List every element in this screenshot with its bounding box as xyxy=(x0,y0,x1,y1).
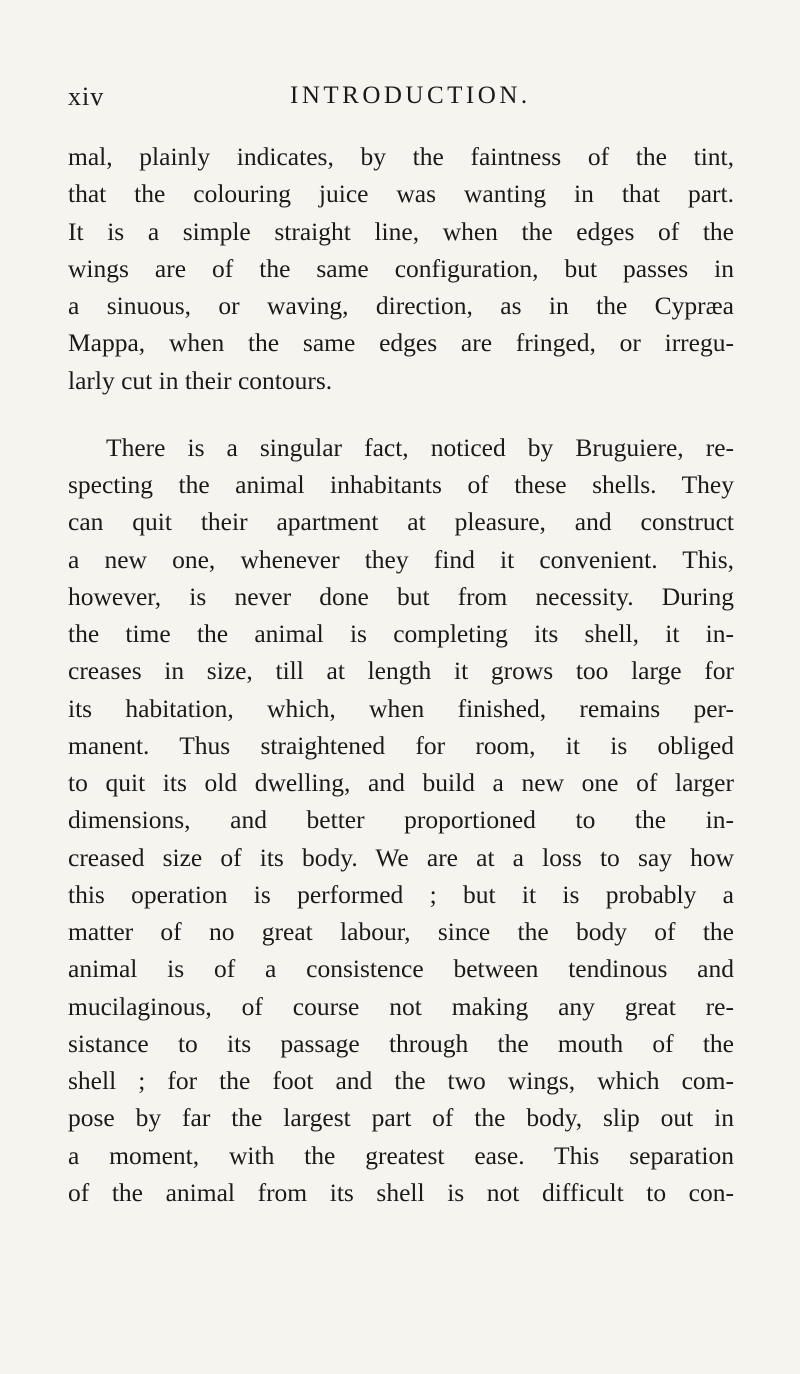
page-number: xiv xyxy=(68,82,105,111)
text-line: of the animal from its shell is not difficult to con- xyxy=(68,1177,734,1207)
text-line: a new one, whenever they find it convenient. This, xyxy=(68,544,734,574)
text-line: mal, plainly indicates, by the faintness of the tint, xyxy=(68,142,734,171)
text-line: specting the animal inhabitants of these shells. They xyxy=(68,470,734,499)
text-line: a moment, with the greatest ease. This separation xyxy=(68,1140,734,1170)
text-line: the time the animal is completing its shell, it in- xyxy=(68,619,734,648)
text-line: shell ; for the foot and the two wings, which com- xyxy=(68,1066,734,1095)
text-line: to quit its old dwelling, and build a new one of larger xyxy=(68,768,734,797)
text-line: however, is never done but from necessity. During xyxy=(68,581,734,611)
text-line: larly cut in their contours. xyxy=(68,365,333,395)
paragraph-2 xyxy=(68,429,734,1211)
text-line: can quit their apartment at pleasure, and construct xyxy=(68,507,734,537)
text-line: sistance to its passage through the mouth of the xyxy=(68,1028,734,1058)
text-line: its habitation, which, when finished, remains per- xyxy=(68,693,734,723)
text-line: a sinuous, or waving, direction, as in the Cypræa xyxy=(68,291,734,320)
text-line: wings are of the same configuration, but passes in xyxy=(68,253,734,283)
text-line: manent. Thus straightened for room, it is obliged xyxy=(68,730,734,760)
running-title: INTRODUCTION. xyxy=(290,82,531,109)
text-line: matter of no great labour, since the body of the xyxy=(68,917,734,946)
text-line: mucilaginous, of course not making any great re- xyxy=(68,991,734,1021)
text-line: creases in size, till at length it grows too large for xyxy=(68,656,734,686)
running-head xyxy=(68,82,734,122)
text-line: creased size of its body. We are at a loss to say how xyxy=(68,842,734,872)
text-line: this operation is performed ; but it is probably a xyxy=(68,879,734,909)
text-line: dimensions, and better proportioned to the in- xyxy=(68,805,734,835)
text-line: Mappa, when the same edges are fringed, or irregu- xyxy=(68,328,734,358)
text-line: that the colouring juice was wanting in that part. xyxy=(68,179,734,209)
paragraph-1 xyxy=(68,138,734,399)
text-line: animal is of a consistence between tendinous and xyxy=(68,954,734,984)
text-line: pose by far the largest part of the body, slip out in xyxy=(68,1103,734,1133)
paragraph-gap xyxy=(68,399,734,429)
body-text xyxy=(68,138,734,1211)
text-line: It is a simple straight line, when the edges of the xyxy=(68,216,734,246)
text-line: There is a singular fact, noticed by Bruguiere, re- xyxy=(106,432,734,462)
